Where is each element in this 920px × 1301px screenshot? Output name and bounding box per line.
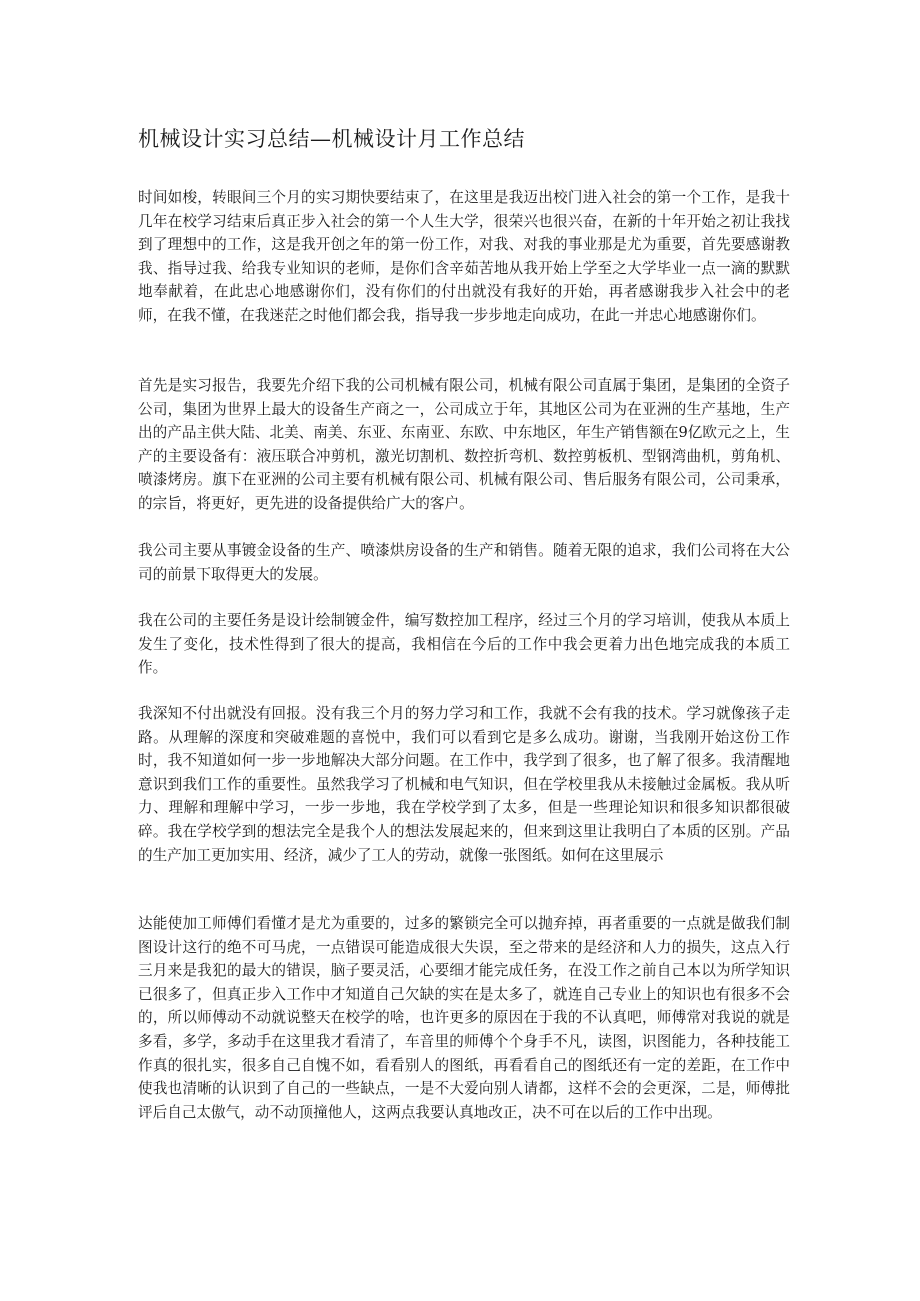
document-title: 机械设计实习总结—机械设计月工作总结 — [138, 127, 525, 151]
paragraph-main-tasks: 我在公司的主要任务是设计绘制镀金件，编写数控加工程序，经过三个月的学习培训，使我从本质上发生了变化，技术性得到了很大的提高，我相信在今后的工作中我会更着力出色地完成我的本质工作。 — [138, 612, 790, 677]
paragraph-self-assessment: 达能使加工师傅们看懂才是尤为重要的，过多的繁锁完全可以抛弃掉，再者重要的一点就是做我们制图设计这行的绝不可马虎，一点错误可能造成很大失误，至之带来的是经济和人力的损失，这点入行三月来是我犯的最大的错误，脑子要灵活，心要细才能完成任务，在没工作之前自己本以为所学知识已很多了，但真正步入工作中才知道自己欠缺的实在是太多了，就连自己专业上的知识也有很多不会的，所以师傅动不动就说整天在校学的啥，也许更多的原因在于我的不认真吧，师傅常对我说的就是多看，多学，多动手在这里我才看清了，车音里的师傅个个身手不凡，读图，识图能力，各种技能工作真的很扎实，很多自己自愧不如，看看别人的图纸，再看看自己的图纸还有一定的差距，在工作中使我也清晰的认识到了自己的一些缺点，一是不大爱向别人请都，这样不会的会更深，二是，师傅批评后自己太傲气，动不动顶撞他人，这两点我要认真地改正，决不可在以后的工作中出现。 — [138, 915, 790, 1121]
paragraph-learning-reflection: 我深知不付出就没有回报。没有我三个月的努力学习和工作，我就不会有我的技术。学习就像孩子走路。从理解的深度和突破难题的喜悦中，我们可以看到它是多么成功。谢谢，当我刚开始这份工作时，我不知道如何一步一步地解决大部分问题。在工作中，我学到了很多，也了解了很多。我清醒地意识到我们工作的重要性。虽然我学习了机械和电气知识，但在学校里我从未接触过金属板。我从听力、理解和理解中学习，一步一步地，我在学校学到了太多，但是一些理论知识和很多知识都很破碎。我在学校学到的想法完全是我个人的想法发展起来的，但来到这里让我明白了本质的区别。产品的生产加工更加实用、经济，减少了工人的劳动，就像一张图纸。如何在这里展示 — [138, 705, 790, 864]
paragraph-intro: 时间如梭，转眼间三个月的实习期快要结束了，在这里是我迈出校门进入社会的第一个工作，是我十几年在校学习结束后真正步入社会的第一个人生大学，很荣兴也很兴奋，在新的十年开始之初让我找到了理想中的工作，这是我开创之年的第一份工作，对我、对我的事业那是尤为重要，首先要感谢教我、指导过我、给我专业知识的老师，是你们含辛茹苦地从我开始上学至之大学毕业一点一滴的默默地奉献着，在此忠心地感谢你们，没有你们的付出就没有我好的开始，再者感谢我步入社会中的老师，在我不懂，在我迷茫之时他们都会我，指导我一步步地走向成功，在此一并忠心地感谢你们。 — [138, 189, 790, 324]
paragraph-business-scope: 我公司主要从事镀金设备的生产、喷漆烘房设备的生产和销售。随着无限的追求，我们公司将在大公司的前景下取得更大的发展。 — [138, 542, 790, 583]
paragraph-company-intro: 首先是实习报告，我要先介绍下我的公司机械有限公司，机械有限公司直属于集团，是集团的全资子公司，集团为世界上最大的设备生产商之一，公司成立于年，其地区公司为在亚洲的生产基地，生产出的产品主供大陆、北美、南美、东亚、东南亚、东欧、中东地区，年生产销售额在9亿欧元之上，生产的主要设备有：液压联合冲剪机，激光切割机、数控折弯机、数控剪板机、型钢湾曲机，剪角机、喷漆烤房。旗下在亚洲的公司主要有机械有限公司、机械有限公司、售后服务有限公司，公司秉承，的宗旨，将更好，更先进的设备提供给广大的客户。 — [138, 377, 790, 512]
